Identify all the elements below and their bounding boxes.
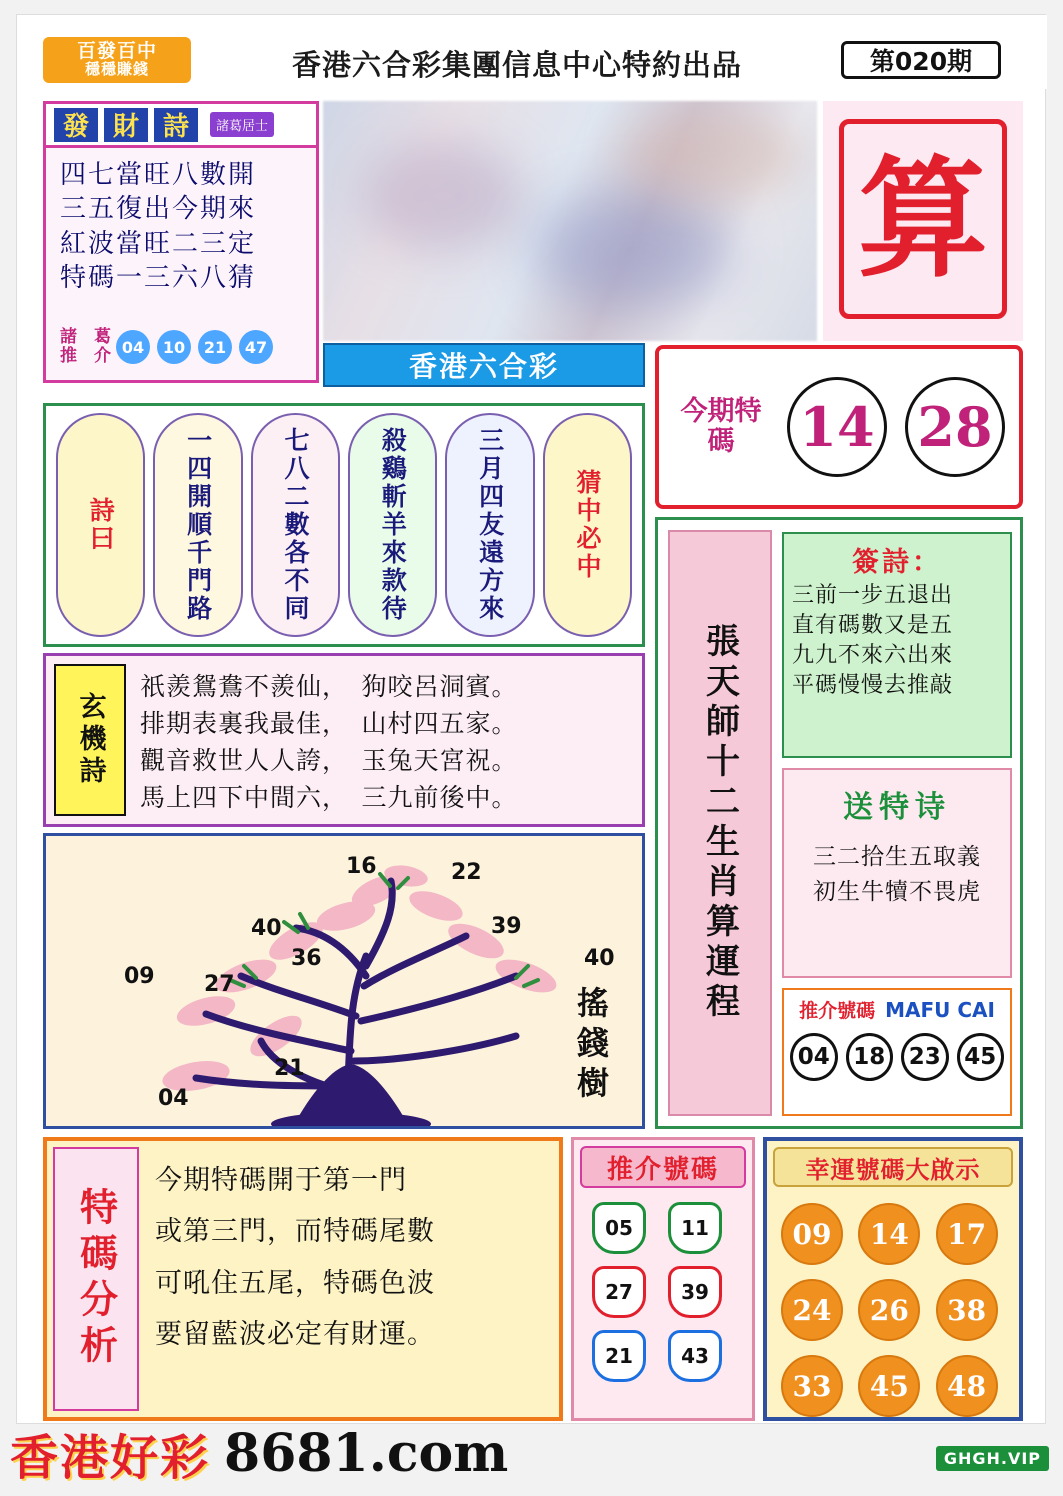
mystic-poem-line: 馬上四下中間六， 三九前後中。 [140,783,518,812]
lucky-ball: 17 [936,1203,998,1265]
recommended-numbers-label-en: MAFU CAI [885,997,995,1022]
mystic-poem-label: 玄機詩 [54,664,126,816]
poem-ball: 21 [198,330,232,364]
lucky-ball: 14 [858,1203,920,1265]
poem-title-char-3: 詩 [154,108,198,142]
tree-number: 39 [491,914,522,939]
lucky-ball: 09 [781,1203,843,1265]
poem-line: 三五復出今期來 [60,194,257,225]
poem-recommend-label-line2: 推 介 [60,346,111,366]
banner-blob [533,191,733,311]
mystic-poem-lines [126,656,518,824]
poem-ball: 10 [157,330,191,364]
analysis-label: 特碼分析 [53,1147,139,1411]
poem-title-char-2: 財 [104,108,148,142]
logo-line-1: 百發百中 [76,40,157,63]
zhang-tianshi-band: 張天師十二生肖算運程 [668,530,772,1116]
analysis-text [139,1141,443,1417]
mystic-poem-line: 祇羨鴛鴦不羨仙， 狗咬呂洞賓。 [140,672,518,701]
recommended-numbers-label: 推介號碼 [799,1000,876,1022]
page-title: 香港六合彩集團信息中心特約出品 [291,48,742,82]
poem-recommend-label-line1: 諸 葛 [60,327,111,348]
gift-poem-title: 送特诗 [843,790,951,825]
fortune-poem-header [46,104,316,148]
oracle-poem-title: 簽詩： [852,547,942,578]
brand-logo [43,37,191,83]
tree-number: 04 [158,1086,189,1111]
poem-recommend-row [46,320,316,374]
lottery-name-bar: 香港六合彩 [323,343,645,387]
lucky-ball: 38 [936,1279,998,1341]
recommend-shield-grid [574,1188,752,1396]
logo-line-2: 穩穩賺錢 [84,60,149,79]
recommend-shield: 43 [668,1330,722,1382]
footer-badge: GHGH.VIP [936,1446,1049,1471]
blurred-banner-image [323,101,817,341]
poem-recommend-balls [116,330,273,364]
poem-author: 諸葛居士 [210,112,274,137]
money-tree-box [43,833,645,1129]
recommended-ball: 23 [901,1033,949,1081]
special-ball: 14 [787,377,887,477]
analysis-line: 今期特碼開于第一門 [155,1165,407,1196]
zhang-tianshi-panel [655,517,1023,1129]
seal-panel [823,101,1023,341]
recommended-numbers-header [790,996,1004,1023]
gift-poem-line: 三二拾生五取義 [813,844,981,870]
mystic-poem-box [43,653,645,827]
oracle-poem-line: 三前一步五退出 [792,583,954,608]
recommended-ball: 04 [790,1033,838,1081]
lucky-numbers-grid [767,1187,1019,1433]
analysis-line: 或第三門，而特碼尾數 [155,1216,435,1248]
recommended-ball: 18 [846,1033,894,1081]
recommend-shield: 05 [592,1202,646,1254]
tree-number: 22 [451,860,482,885]
analysis-line: 要留藍波必定有財運。 [155,1318,435,1350]
oracle-poem-line: 直有碼數又是五 [792,612,954,638]
banner-blob [623,111,803,201]
poster-sheet [16,14,1046,1424]
money-tree-caption: 搖錢樹 [572,986,610,1106]
today-special-label: 今期特碼 [680,395,762,457]
lucky-ball: 33 [781,1355,843,1417]
lucky-numbers-box [763,1137,1023,1421]
lucky-ball: 24 [781,1279,843,1341]
special-ball: 28 [905,377,1005,477]
tree-number: 09 [124,964,155,989]
oracle-poem-line: 平碼慢慢去推敲 [792,672,954,698]
recommended-numbers-balls [790,1033,1004,1081]
verse-pill: 殺鷄斬羊來款待 [348,413,437,637]
mystic-poem-line: 排期表裏我最佳， 山村四五家。 [140,709,518,738]
oracle-poem-line: 九九不來六出來 [792,642,954,668]
seal-character: 算 [839,119,1007,319]
poem-ball: 04 [116,330,150,364]
verse-pill: 猜中必中 [543,413,632,637]
poem-line: 紅波當旺二三定 [60,228,257,259]
recommended-numbers-box [782,988,1012,1116]
footer-watermark [10,1418,710,1488]
poem-title-char-1: 發 [54,108,98,142]
recommend-shield: 11 [668,1202,722,1254]
verse-pill-row [43,403,645,647]
fortune-poem-lines [46,148,316,295]
gift-poem-box [782,768,1012,978]
banner-blob [363,141,523,251]
verse-pill: 詩曰 [56,413,145,637]
analysis-line: 可吼住五尾，特碼色波 [155,1267,435,1299]
poem-recommend-label [60,328,116,365]
footer-site-url: 8681.com [224,1422,509,1484]
poem-line: 四七當旺八數開 [60,160,257,190]
lucky-numbers-title: 幸運號碼大啟示 [773,1147,1013,1187]
tree-number: 16 [346,854,377,879]
issue-badge: 第020期 [841,41,1001,79]
recommend-shield: 27 [592,1266,646,1318]
tree-number: 40 [251,916,282,941]
header [17,15,1047,89]
tree-number: 27 [204,972,235,997]
recommend-shield-title: 推介號碼 [580,1146,746,1188]
tree-number: 21 [274,1056,305,1081]
recommend-shield-box [571,1137,755,1421]
today-special-box [655,345,1023,509]
lucky-ball: 48 [936,1355,998,1417]
verse-pill: 七八二數各不同 [251,413,340,637]
today-special-numbers [787,377,1005,477]
recommend-shield: 39 [668,1266,722,1318]
tree-number: 36 [291,946,322,971]
lucky-ball: 45 [858,1355,920,1417]
poem-ball: 47 [239,330,273,364]
tree-number: 40 [584,946,615,971]
mystic-poem-line: 觀音救世人人誇， 玉兔天宮祝。 [140,746,518,775]
verse-pill: 一四開順千門路 [153,413,242,637]
gift-poem-line: 初生牛犢不畏虎 [813,878,981,905]
fortune-poem-box [43,101,319,383]
footer-site-name: 香港好彩 [10,1429,211,1486]
verse-pill: 三月四友遠方來 [445,413,534,637]
lucky-ball: 26 [858,1279,920,1341]
oracle-poem-box [782,532,1012,758]
recommended-ball: 45 [957,1033,1005,1081]
recommend-shield: 21 [592,1330,646,1382]
special-code-analysis-box [43,1137,563,1421]
poem-line: 特碼一三六八猜 [60,262,257,293]
